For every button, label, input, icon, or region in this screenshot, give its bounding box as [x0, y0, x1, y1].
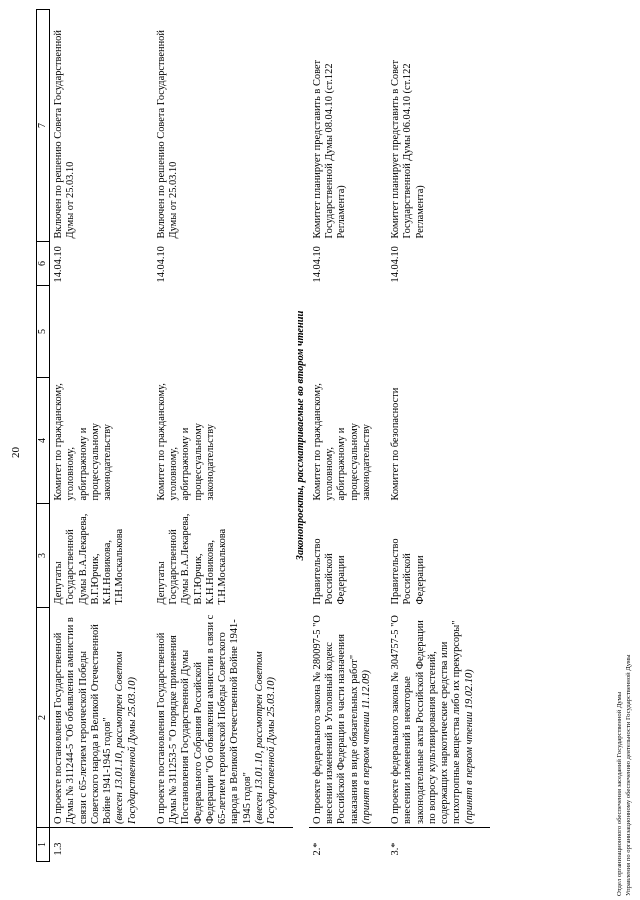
col5-cell	[50, 286, 153, 378]
section-row	[293, 10, 309, 862]
review-date: 14.04.10	[311, 246, 323, 283]
col-header: 3	[37, 504, 50, 608]
bill-note: (принят в первом чтении 19.02.10)	[463, 669, 475, 824]
table-row	[153, 10, 293, 862]
responsible-committee: Комитет по гражданскому, уголовному, арбитражному и процессуальному законодательству	[311, 383, 372, 501]
bill-status: Комитет планирует представить в Совет Государственной Думы 08.04.10 (ст.122 Регламента)	[311, 59, 348, 239]
responsible-committee: Комитет по гражданскому, уголовному, арбитражному и процессуальному законодательству	[53, 383, 114, 501]
bill-authors: Правительство Российской Федерации	[390, 538, 426, 605]
col-header: 5	[37, 286, 50, 378]
table-row	[50, 10, 153, 862]
footer-line: Отдел организационного обеспечения заседаний Государственной Думы	[616, 691, 623, 896]
bill-title-cell	[309, 608, 387, 828]
section-title: Законопроекты, рассматриваемые во втором чтении	[294, 310, 306, 561]
review-date: 14.04.10	[53, 246, 64, 283]
col5-cell	[387, 286, 490, 378]
col-header: 4	[37, 378, 50, 504]
bill-note: (внесен 13.01.10, рассмотрен Советом Государственной Думы 25.03.10)	[114, 651, 138, 824]
col-header: 6	[37, 242, 50, 286]
bill-title: О проекте федерального закона № 304757-5 "О внесении изменений в некоторые законодательные акты Российской Федерации по вопросу культивирования растений, содержащих наркотические средства или психотропные вещества либо их прекурсоры"	[390, 615, 463, 824]
row-number	[153, 828, 293, 862]
responsible-committee: Комитет по гражданскому, уголовному, арбитражному и процессуальному законодательству	[155, 383, 216, 501]
bill-title-cell	[387, 608, 490, 828]
bill-authors: Депутаты Государственной Думы В.А.Лекарева, В.Г.Юрчик, К.Н.Новикова, Т.Н.Москалькова	[155, 513, 229, 605]
bill-status: Включен по решению Совета Государственной Думы от 25.03.10	[53, 30, 77, 239]
bill-title: О проекте постановления Государственной Думы № 311253-5 "О порядке применения Постановления Государственной Думы Федерального Собрания Российской Федерации "Об объявлении амнистии в связи с 65-летием героической Победы Советского народа в Великой Отечественной Войне 1941-1945 годов"	[155, 614, 253, 824]
bill-title-cell	[50, 608, 153, 828]
col5-cell	[309, 286, 387, 378]
bill-title: О проекте постановления Государственной Думы № 311244-5 "Об объявлении амнистии в связи с 65-летием героической Победы Советского народа в Великой Отечественной Войне 1941-1945 годов"	[53, 617, 114, 824]
col5-cell	[153, 286, 293, 378]
bill-note: (принят в первом чтении 11.12.09)	[360, 670, 372, 824]
row-number: 1.3	[50, 828, 153, 862]
review-date: 14.04.10	[155, 246, 167, 283]
responsible-committee: Комитет по безопасности	[390, 387, 402, 501]
review-date: 14.04.10	[390, 246, 402, 283]
col-header: 2	[37, 608, 50, 828]
col-header: 1	[37, 828, 50, 862]
col-header: 7	[37, 10, 50, 242]
bill-status: Комитет планирует представить в Совет Государственной Думы 06.04.10 (ст.122 Регламента)	[390, 59, 426, 239]
table-row	[309, 10, 387, 862]
row-number: 3.*	[387, 828, 490, 862]
row-number: 2.*	[309, 828, 387, 862]
table-row	[387, 10, 490, 862]
footer-line: Управления по организационному обеспечению деятельности Государственной Думы	[625, 654, 632, 896]
agenda-table	[36, 9, 490, 862]
page-number: 20	[10, 447, 22, 458]
bill-authors: Правительство Российской Федерации	[311, 538, 348, 605]
header-row	[37, 10, 50, 862]
bill-status: Включен по решению Совета Государственной Думы от 25.03.10	[155, 30, 180, 239]
bill-note: (внесен 13.01.10, рассмотрен Советом Государственной Думы 25.03.10)	[253, 651, 278, 824]
bill-title-cell	[153, 608, 293, 828]
bill-title: О проекте федерального закона № 280097-5 "О внесении изменений в Уголовный кодекс Российской Федерации в части назначения наказания в виде обязательных работ"	[311, 615, 360, 824]
bill-authors: Депутаты Государственной Думы В.А.Лекарева, В.Г.Юрчик, К.Н.Новикова, Т.Н.Москалькова	[53, 513, 126, 605]
